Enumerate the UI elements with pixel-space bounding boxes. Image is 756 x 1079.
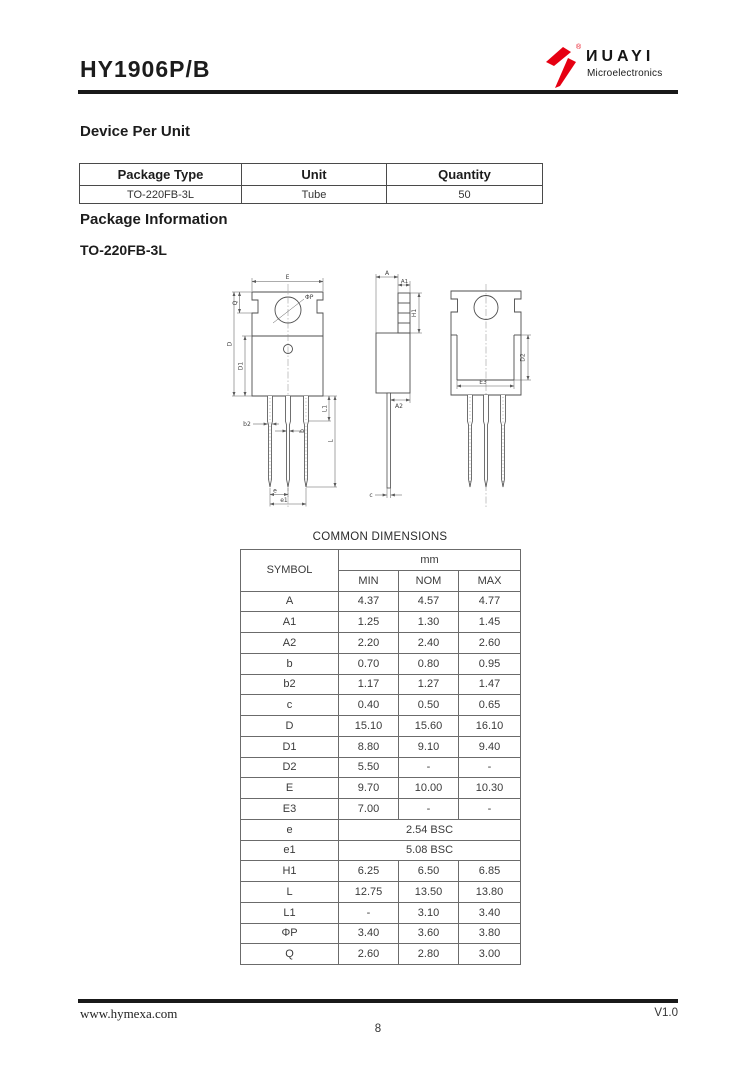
dim-row — [241, 674, 521, 695]
dim-min: 5.50 — [339, 757, 399, 778]
front-view — [227, 274, 338, 509]
dim-max: 2.60 — [459, 633, 521, 654]
section-heading-device-per-unit: Device Per Unit — [80, 123, 191, 140]
dimensions-table-title: COMMON DIMENSIONS — [312, 531, 448, 543]
footer-rule — [78, 999, 678, 1003]
dim-min: 2.20 — [339, 633, 399, 654]
dim-max: 16.10 — [459, 716, 521, 737]
dim-min: 8.80 — [339, 736, 399, 757]
footer-website: www.hymexa.com — [80, 1006, 178, 1021]
dim-nom: 15.60 — [399, 716, 459, 737]
dim-row — [241, 653, 521, 674]
dim-max: 6.85 — [459, 861, 521, 882]
dim-symbol: e1 — [241, 840, 339, 861]
dim-nom: 2.40 — [399, 633, 459, 654]
dim-max: 10.30 — [459, 778, 521, 799]
dim-symbol: D2 — [241, 757, 339, 778]
dim-nom: 13.50 — [399, 882, 459, 903]
logo-subtitle-text: Microelectronics — [587, 68, 663, 79]
dim-label-Q: Q — [232, 300, 239, 306]
dim-nom: 9.10 — [399, 736, 459, 757]
dim-symbol: A — [241, 591, 339, 612]
column-header-min: MIN — [339, 570, 399, 591]
dim-label-E: E — [285, 274, 290, 281]
dim-label-A1: A1 — [400, 279, 409, 285]
dim-min: 15.10 — [339, 716, 399, 737]
dim-max: - — [459, 799, 521, 820]
dim-label-D1: D1 — [237, 361, 245, 371]
dim-symbol: L — [241, 882, 339, 903]
back-view — [451, 284, 531, 509]
registered-mark: ® — [576, 44, 582, 51]
dim-label-H1: H1 — [411, 308, 418, 318]
dim-nom: 0.80 — [399, 653, 459, 674]
dim-min: 3.40 — [339, 923, 399, 944]
column-header: Quantity — [387, 164, 543, 186]
dim-label-b2: b2 — [243, 421, 251, 428]
dim-symbol: e — [241, 819, 339, 840]
dim-min: 4.37 — [339, 591, 399, 612]
dim-symbol: b2 — [241, 674, 339, 695]
table-header-row — [241, 550, 521, 571]
dim-min: 2.60 — [339, 944, 399, 965]
dim-row — [241, 736, 521, 757]
column-header: Unit — [242, 164, 387, 186]
dim-row — [241, 861, 521, 882]
dim-row — [241, 695, 521, 716]
dim-max: 13.80 — [459, 882, 521, 903]
dim-label-D2: D2 — [519, 353, 527, 362]
dim-max: - — [459, 757, 521, 778]
dim-symbol: L1 — [241, 902, 339, 923]
dim-nom: 6.50 — [399, 861, 459, 882]
dim-nom: 10.00 — [399, 778, 459, 799]
dim-min: 12.75 — [339, 882, 399, 903]
column-header: Package Type — [80, 164, 242, 186]
dim-row — [241, 757, 521, 778]
logo-brand-text: ИUAYI — [586, 48, 655, 65]
common-dimensions-table — [240, 549, 521, 965]
dim-row — [241, 612, 521, 633]
dim-row — [241, 944, 521, 965]
dim-symbol: ΦP — [241, 923, 339, 944]
dim-min: 0.40 — [339, 695, 399, 716]
dim-min: 1.17 — [339, 674, 399, 695]
dim-max: 1.45 — [459, 612, 521, 633]
dim-label-b: b — [299, 429, 306, 433]
dim-min: 1.25 — [339, 612, 399, 633]
dim-row — [241, 591, 521, 612]
dim-row — [241, 902, 521, 923]
dim-label-L1: L1 — [321, 404, 329, 413]
section-heading-package-information: Package Information — [80, 211, 228, 228]
dim-max: 3.80 — [459, 923, 521, 944]
dim-max: 3.40 — [459, 902, 521, 923]
quantity-cell: 50 — [387, 186, 543, 204]
dim-row — [241, 840, 521, 861]
unit-cell: Tube — [242, 186, 387, 204]
table-row — [80, 186, 543, 204]
side-view — [369, 270, 422, 499]
dim-label-E3: E3 — [479, 379, 487, 386]
table-header-row — [80, 164, 543, 186]
dim-nom: 2.80 — [399, 944, 459, 965]
unit-header: mm — [339, 550, 521, 571]
dim-symbol: b — [241, 653, 339, 674]
dim-row — [241, 819, 521, 840]
dim-max: 3.00 — [459, 944, 521, 965]
package-name-heading: TO-220FB-3L — [80, 242, 167, 258]
dim-symbol: E3 — [241, 799, 339, 820]
dim-row — [241, 799, 521, 820]
symbol-header: SYMBOL — [241, 550, 339, 592]
dim-nom: 1.30 — [399, 612, 459, 633]
huayi-logo — [543, 44, 683, 92]
dim-min: 9.70 — [339, 778, 399, 799]
dim-symbol: D — [241, 716, 339, 737]
dim-max: 0.65 — [459, 695, 521, 716]
dim-label-phiP: ΦP — [305, 294, 314, 301]
dim-nom: - — [399, 799, 459, 820]
footer-version: V1.0 — [654, 1007, 678, 1019]
dim-span-value: 2.54 BSC — [339, 819, 521, 840]
dim-row — [241, 778, 521, 799]
dim-label-L: L — [327, 439, 335, 443]
dim-label-D: D — [226, 341, 234, 347]
dim-label-A2: A2 — [395, 403, 403, 410]
footer-page-number: 8 — [374, 1023, 382, 1035]
dim-row — [241, 882, 521, 903]
page-title: HY1906P/B — [80, 56, 211, 82]
dim-max: 4.77 — [459, 591, 521, 612]
dim-label-e1: e1 — [280, 497, 288, 504]
dim-label-c: c — [369, 492, 373, 499]
dim-nom: 0.50 — [399, 695, 459, 716]
dim-symbol: D1 — [241, 736, 339, 757]
package-type-cell: TO-220FB-3L — [80, 186, 242, 204]
dim-row — [241, 633, 521, 654]
dim-min: 0.70 — [339, 653, 399, 674]
dim-max: 9.40 — [459, 736, 521, 757]
dim-symbol: A1 — [241, 612, 339, 633]
header-rule — [78, 90, 678, 94]
device-per-unit-table — [79, 163, 543, 204]
dim-nom: 4.57 — [399, 591, 459, 612]
dim-nom: 3.60 — [399, 923, 459, 944]
dim-span-value: 5.08 BSC — [339, 840, 521, 861]
column-header-nom: NOM — [399, 570, 459, 591]
dim-nom: - — [399, 757, 459, 778]
dim-row — [241, 716, 521, 737]
dim-max: 1.47 — [459, 674, 521, 695]
dim-nom: 1.27 — [399, 674, 459, 695]
column-header-max: MAX — [459, 570, 521, 591]
dim-label-A: A — [384, 270, 390, 277]
dim-max: 0.95 — [459, 653, 521, 674]
dim-label-e: e — [273, 487, 277, 495]
dim-min: - — [339, 902, 399, 923]
dim-min: 7.00 — [339, 799, 399, 820]
dim-row — [241, 923, 521, 944]
package-outline-drawing — [225, 266, 535, 516]
huayi-lightning-icon — [543, 44, 577, 90]
dim-min: 6.25 — [339, 861, 399, 882]
dim-symbol: Q — [241, 944, 339, 965]
dim-symbol: H1 — [241, 861, 339, 882]
dim-symbol: E — [241, 778, 339, 799]
dim-nom: 3.10 — [399, 902, 459, 923]
dim-symbol: c — [241, 695, 339, 716]
dim-symbol: A2 — [241, 633, 339, 654]
